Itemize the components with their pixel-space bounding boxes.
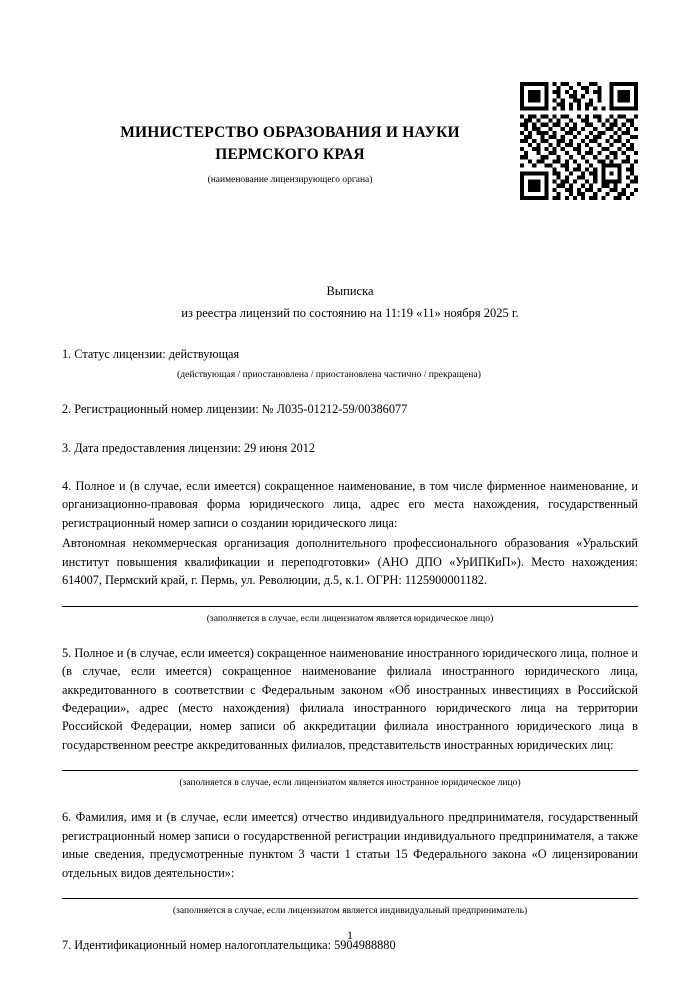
page-number: 1 <box>347 928 353 942</box>
item-5-foreign-entity-label: 5. Полное и (в случае, если имеется) сокращенное наименование иностранного юридического лица, полное и (в случае, если имеется) сокращенное наименование филиала иностранного юридического лица, аккредитованного в соответствии с Федеральным законом «Об иностранных инвестициях в Российской Федерации», адрес (место нахождения) филиала иностранного юридического лица на территории Российской Федерации, номер записи об аккредитации филиала иностранного юридического лица в государственном реестре аккредитованных филиалов, представительств иностранных юридических лиц: <box>62 645 638 752</box>
ministry-name-line2: ПЕРМСКОГО КРАЯ <box>215 146 365 164</box>
licensing-organ-note: (наименование лицензирующего органа) <box>207 174 373 185</box>
item-1-note: (действующая / приостановлена / приостановлена частично / прекращена) <box>177 369 481 381</box>
item-4-divider <box>62 606 638 607</box>
item-6-entrepreneur-label: 6. Фамилия, имя и (в случае, если имеется) отчество индивидуального предпринимателя, государственный регистрационный номер записи о государственной регистрации индивидуального предпринимателя, а также иные сведения, предусмотренные пунктом 3 части 1 статьи 15 Федерального закона «О лицензировании отдельных видов деятельности»: <box>62 810 638 880</box>
item-4-legal-entity-label: 4. Полное и (в случае, если имеется) сокращенное наименование, в том числе фирменное наименование, и организационно-правовая форма юридического лица, адрес его места нахождения, государственный регистрационный номер записи о создании юридического лица: <box>62 479 638 530</box>
item-4-legal-entity-value: Автономная некоммерческая организация дополнительного профессионального образования «Уральский институт повышения квалификации и переподготовки» (АНО ДПО «УрИПКиП»). Место нахождения: 614007, Пермский край, г. Пермь, ул. Революции, д.5, к.1. ОГРН: 1125900001182. <box>62 536 638 588</box>
item-5-note: (заполняется в случае, если лицензиатом является иностранное юридическое лицо) <box>179 777 521 789</box>
qr-code-icon <box>520 82 638 200</box>
item-5-divider <box>62 770 638 771</box>
title-line-registry: из реестра лицензий по состоянию на 11:19 «11» ноября 2025 г. <box>181 305 519 320</box>
item-6-divider <box>62 898 638 899</box>
title-line-vypiska: Выписка <box>326 283 374 298</box>
item-6-note: (заполняется в случае, если лицензиатом является индивидуальный предприниматель) <box>172 905 528 916</box>
ministry-name-line1: МИНИСТЕРСТВО ОБРАЗОВАНИЯ И НАУКИ <box>120 124 460 141</box>
item-3-issue-date: 3. Дата предоставления лицензии: 29 июня 2012 <box>62 440 316 455</box>
item-4-note: (заполняется в случае, если лицензиатом является юридическое лицо) <box>206 612 494 624</box>
item-7-taxpayer-number: 7. Идентификационный номер налогоплательщика: 5904988880 <box>62 938 396 952</box>
document-title <box>62 281 638 325</box>
item-1-license-status: 1. Статус лицензии: действующая <box>62 346 240 361</box>
item-2-registration-number: 2. Регистрационный номер лицензии: № Л035-01212-59/00386077 <box>62 402 408 417</box>
